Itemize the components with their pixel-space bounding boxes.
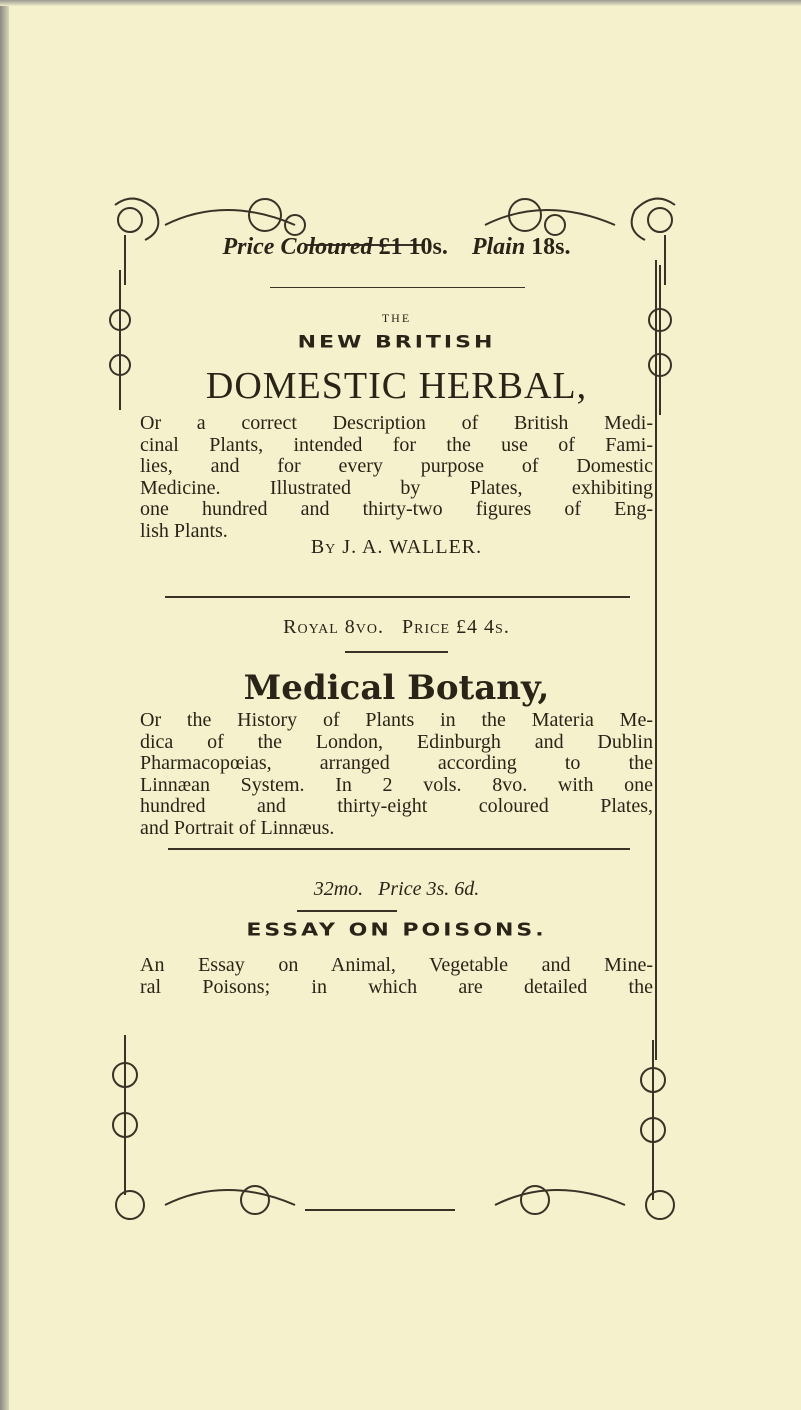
herbal-description (140, 413, 653, 542)
coloured-label: Price Coloured (222, 234, 373, 260)
divider (297, 910, 397, 912)
text-line: lish Plants. (140, 519, 228, 542)
page-edge-left (0, 0, 9, 1410)
essay-description (140, 955, 653, 998)
text-line: and Portrait of Linnæus. (140, 816, 335, 839)
herbal-format-price: Royal 8vo. Price £4 4s. (283, 616, 510, 638)
price-line (140, 234, 653, 261)
botany-title: Medical Botany, (243, 668, 550, 708)
text-line: An Essay on Animal, Vegetable and Mine- (140, 954, 653, 976)
text-line: one hundred and thirty-two figures of Eng- (140, 498, 653, 520)
text-line: hundred and thirty-eight coloured Plates, (140, 795, 653, 817)
text-line: lies, and for every purpose of Domestic (140, 455, 653, 477)
plain-price: 18s. (531, 234, 571, 260)
text-line: Or a correct Description of British Medi- (140, 412, 653, 434)
bottom-floral-ornament (105, 1175, 685, 1255)
divider (270, 287, 525, 288)
plain-label: Plain (471, 234, 526, 260)
herbal-subtitle: NEW BRITISH (297, 333, 496, 352)
essay-title: ESSAY ON POISONS. (246, 920, 547, 941)
text-line: ral Poisons; in which are detailed the (140, 975, 653, 998)
botany-description (140, 710, 653, 839)
bottom-left-floral-ornament (100, 1035, 150, 1195)
herbal-title: DOMESTIC HERBAL, (205, 365, 588, 407)
left-floral-ornament (100, 270, 140, 410)
coloured-price: £1 10s. (378, 234, 448, 260)
divider (345, 651, 448, 653)
text-line: Linnæan System. In 2 vols. 8vo. with one (140, 773, 653, 796)
text-line: cinal Plants, intended for the use of Fami- (140, 433, 653, 456)
botany-format-price: 32mo. Price 3s. 6d. (313, 878, 480, 900)
page-edge-top (0, 0, 801, 6)
divider (168, 848, 630, 850)
text-line: Medicine. Illustrated by Plates, exhibiting (140, 476, 653, 499)
right-border-line (655, 260, 657, 1060)
text-line: Pharmacopœias, arranged according to the (140, 752, 653, 774)
text-line: Or the History of Plants in the Materia Me- (140, 709, 653, 731)
text-line: dica of the London, Edinburgh and Dublin (140, 730, 653, 753)
herbal-the: THE (381, 311, 412, 325)
divider (165, 596, 630, 598)
herbal-author: By J. A. WALLER. (310, 536, 483, 558)
